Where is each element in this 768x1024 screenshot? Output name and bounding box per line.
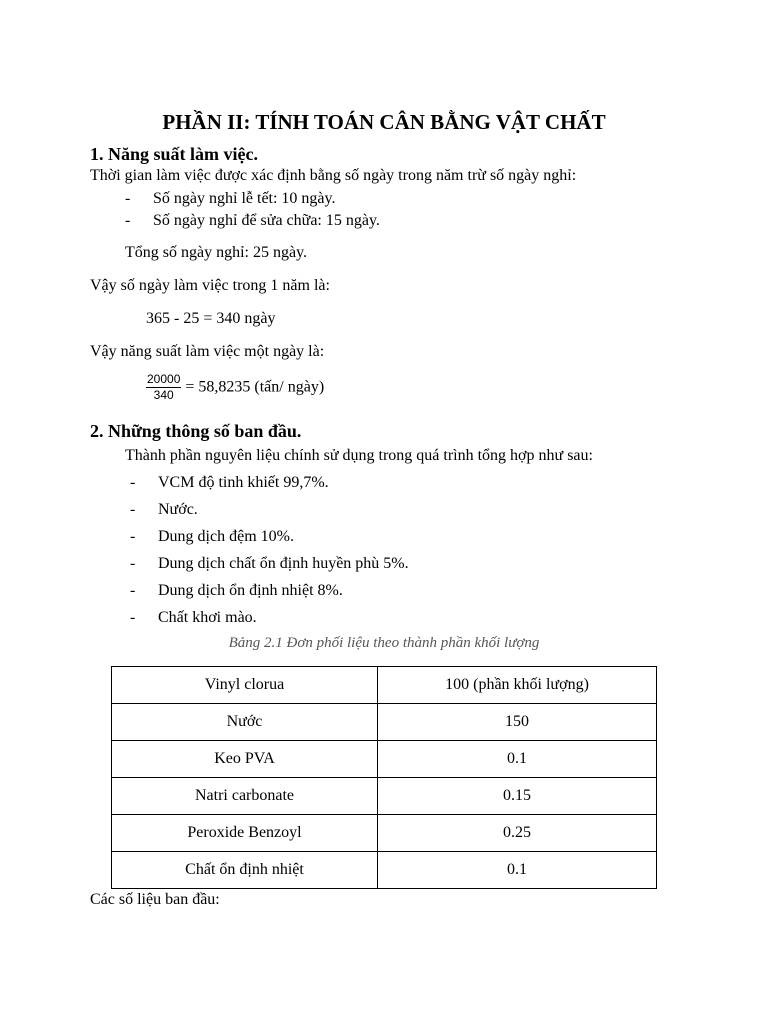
- table-cell-component: Chất ổn định nhiệt: [112, 852, 378, 889]
- fraction-denominator: 340: [153, 388, 174, 402]
- bullet-text: Dung dịch đệm 10%.: [158, 528, 294, 545]
- table-cell-amount: 0.15: [378, 778, 657, 815]
- table-cell-component: Peroxide Benzoyl: [112, 815, 378, 852]
- table-cell-component: Vinyl clorua: [112, 667, 378, 704]
- total-days-off: Tổng số ngày nghỉ: 25 ngày.: [125, 244, 308, 261]
- fraction-numerator: 20000: [147, 372, 181, 386]
- productivity-result: = 58,8235 (tấn/ ngày): [185, 378, 325, 396]
- bullet-text: Số ngày nghỉ lễ tết: 10 ngày.: [153, 190, 336, 207]
- workdays-intro: Vậy số ngày làm việc trong 1 năm là:: [90, 277, 330, 294]
- productivity-intro: Vậy năng suất làm việc một ngày là:: [90, 343, 325, 360]
- bullet-text: Số ngày nghỉ để sửa chữa: 15 ngày.: [153, 212, 380, 229]
- list-item: [130, 501, 198, 519]
- productivity-formula: [146, 372, 324, 403]
- bullet-dash: -: [125, 190, 131, 207]
- section-1-heading: 1. Năng suất làm việc.: [90, 144, 258, 164]
- table-row: [112, 741, 657, 778]
- list-item: [130, 609, 257, 627]
- bullet-text: VCM độ tinh khiết 99,7%.: [158, 474, 329, 491]
- section-2-intro: Thành phần nguyên liệu chính sử dụng trong quá trình tổng hợp như sau:: [125, 447, 593, 464]
- table-row: [112, 852, 657, 889]
- bullet-text: Nước.: [158, 501, 198, 518]
- bullet-dash: -: [125, 212, 131, 229]
- table-cell-amount: 0.25: [378, 815, 657, 852]
- list-item: [130, 555, 409, 573]
- table-row: [112, 704, 657, 741]
- list-item: [130, 528, 294, 546]
- section-1-intro: Thời gian làm việc được xác định bằng số ngày trong năm trừ số ngày nghỉ:: [90, 167, 577, 184]
- fraction: [146, 372, 181, 403]
- bullet-dash: -: [130, 528, 136, 545]
- list-item: [125, 212, 380, 230]
- bullet-dash: -: [130, 609, 136, 626]
- bullet-dash: -: [130, 474, 136, 491]
- bullet-dash: -: [130, 582, 136, 599]
- list-item: [125, 190, 336, 208]
- bullet-text: Dung dịch chất ổn định huyền phù 5%.: [158, 555, 409, 572]
- table-cell-amount: 150: [378, 704, 657, 741]
- page-title: PHẦN II: TÍNH TOÁN CÂN BẰNG VẬT CHẤT: [162, 110, 606, 134]
- table-cell-component: Keo PVA: [112, 741, 378, 778]
- workdays-calc: 365 - 25 = 340 ngày: [146, 310, 276, 327]
- table-cell-amount: 100 (phần khối lượng): [378, 667, 657, 704]
- list-item: [130, 474, 329, 492]
- bullet-dash: -: [130, 555, 136, 572]
- table-row: [112, 778, 657, 815]
- bullet-dash: -: [130, 501, 136, 518]
- table-row: [112, 667, 657, 704]
- table-cell-component: Natri carbonate: [112, 778, 378, 815]
- section-2-heading: 2. Những thông số ban đầu.: [90, 421, 302, 441]
- bullet-text: Dung dịch ổn định nhiệt 8%.: [158, 582, 343, 599]
- initial-data-label: Các số liệu ban đầu:: [90, 891, 220, 908]
- list-item: [130, 582, 343, 600]
- table-cell-amount: 0.1: [378, 741, 657, 778]
- table-caption: Bảng 2.1 Đơn phối liệu theo thành phần khối lượng: [228, 635, 540, 651]
- bullet-text: Chất khơi mào.: [158, 609, 257, 626]
- table-cell-component: Nước: [112, 704, 378, 741]
- recipe-table: [111, 666, 657, 889]
- table-row: [112, 815, 657, 852]
- table-cell-amount: 0.1: [378, 852, 657, 889]
